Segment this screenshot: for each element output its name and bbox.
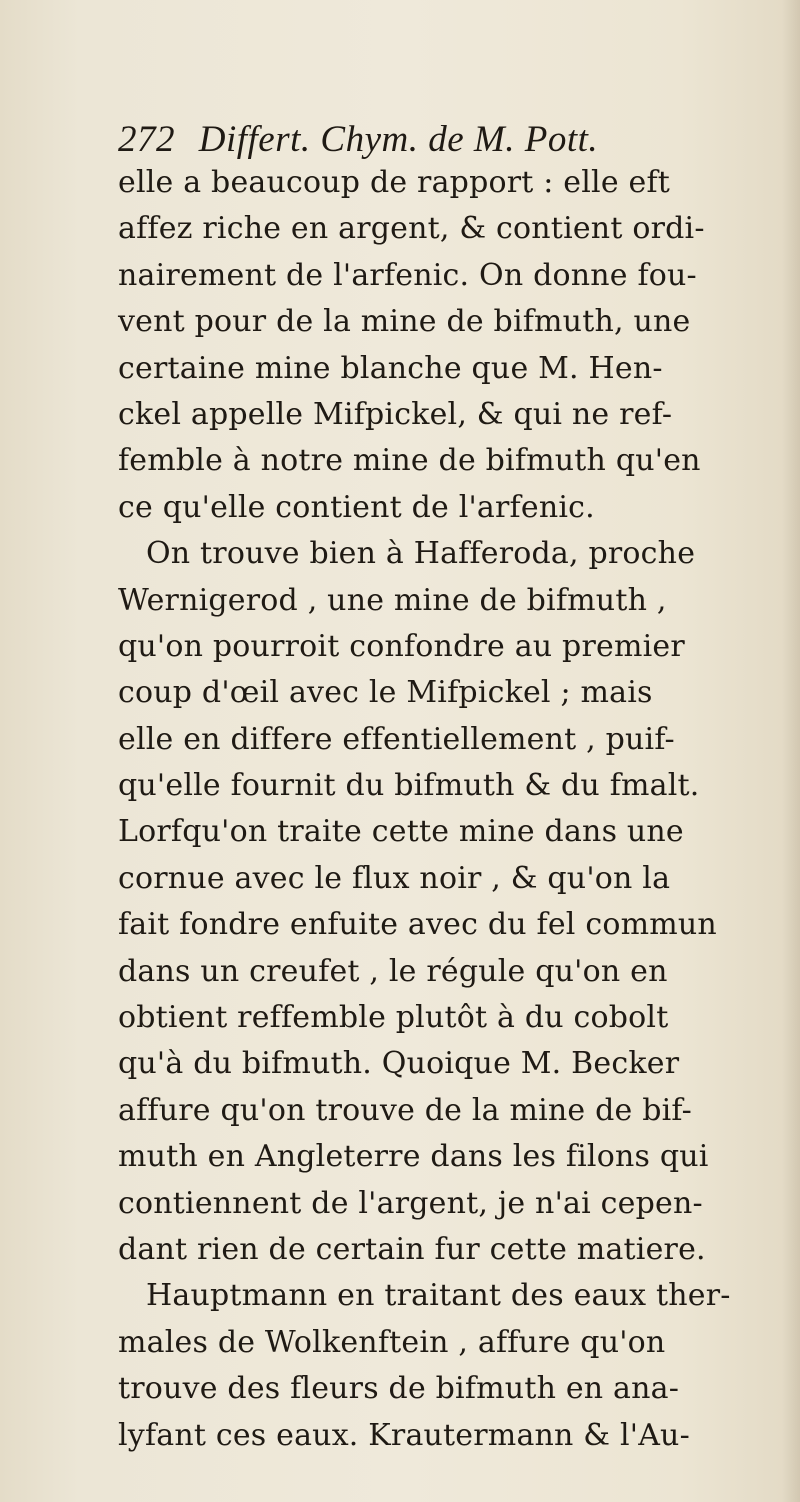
text-line: dant rien de certain fur cette matiere. <box>118 1231 706 1267</box>
text-line: vent pour de la mine de bifmuth, une <box>118 304 691 340</box>
text-line: males de Wolkenftein , affure qu'on <box>118 1324 666 1360</box>
text-line: Lorfqu'on traite cette mine dans une <box>118 814 684 850</box>
running-title: Differt. Chym. de M. Pott. <box>198 119 599 160</box>
text-line: affez riche en argent, & contient ordi- <box>118 211 705 247</box>
text-line: qu'elle fournit du bifmuth & du fmalt. <box>118 768 700 804</box>
text-line: certaine mine blanche que M. Hen- <box>118 350 663 386</box>
text-line: cornue avec le flux noir , & qu'on la <box>118 860 671 896</box>
text-line: muth en Angleterre dans les filons qui <box>118 1139 709 1175</box>
text-line: affure qu'on trouve de la mine de bif- <box>118 1092 692 1128</box>
text-line: qu'à du bifmuth. Quoique M. Becker <box>118 1046 680 1082</box>
text-line: dans un creufet , le régule qu'on en <box>118 953 668 989</box>
text-line: ce qu'elle contient de l'arfenic. <box>118 489 595 525</box>
text-line: elle a beaucoup de rapport : elle eft <box>118 165 671 200</box>
text-line: elle en differe effentiellement , puif- <box>118 721 675 757</box>
text-line: On trouve bien à Hafferoda, proche <box>146 536 696 572</box>
text-line: coup d'œil avec le Mifpickel ; mais <box>118 675 653 711</box>
text-line: qu'on pourroit confondre au premier <box>118 628 685 664</box>
running-header <box>118 118 598 162</box>
text-line: nairement de l'arfenic. On donne fou- <box>118 257 697 293</box>
text-line: obtient reffemble plutôt à du cobolt <box>118 1000 669 1036</box>
text-line: femble à notre mine de bifmuth qu'en <box>118 443 701 479</box>
body-text <box>118 160 788 1459</box>
page-number: 272 <box>118 119 175 160</box>
text-line: contiennent de l'argent, je n'ai cepen- <box>118 1185 703 1221</box>
text-line: fait fondre enfuite avec du fel commun <box>118 907 717 943</box>
text-line: trouve des fleurs de bifmuth en ana- <box>118 1371 680 1407</box>
text-line: Hauptmann en traitant des eaux ther- <box>146 1278 731 1314</box>
text-line: Wernigerod , une mine de bifmuth , <box>118 582 667 618</box>
text-line: lyfant ces eaux. Krautermann & l'Au- <box>118 1417 690 1453</box>
text-line: ckel appelle Mifpickel, & qui ne ref- <box>118 396 673 432</box>
